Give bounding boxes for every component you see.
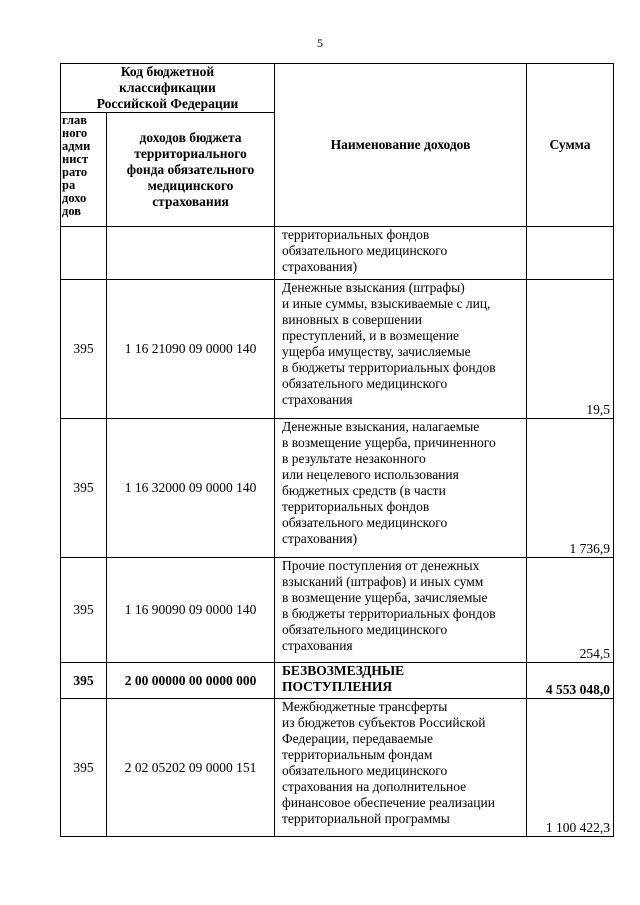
name-cell: БЕЗВОЗМЕЗДНЫЕ ПОСТУПЛЕНИЯ (275, 663, 527, 699)
admin-cell (61, 227, 107, 280)
budget-income-table (60, 63, 614, 837)
header-sum: Сумма (527, 64, 614, 227)
sum-cell: 4 553 048,0 (527, 663, 614, 699)
admin-cell: 395 (61, 558, 107, 663)
page-number: 5 (317, 36, 323, 50)
admin-cell: 395 (61, 419, 107, 558)
table-row (61, 419, 614, 558)
admin-cell: 395 (61, 699, 107, 837)
name-cell: территориальных фондов обязательного медицинского страхования) (275, 227, 527, 280)
code-cell: 2 00 00000 00 0000 000 (107, 663, 275, 699)
code-cell: 1 16 32000 09 0000 140 (107, 419, 275, 558)
code-cell: 1 16 90090 09 0000 140 (107, 558, 275, 663)
name-cell: Прочие поступления от денежных взысканий (штрафов) и иных сумм в возмещение ущерба, зачисляемые в бюджеты территориальных фондов обязательного медицинского страхования (275, 558, 527, 663)
table-row (61, 663, 614, 699)
header-income-name: Наименование доходов (275, 64, 527, 227)
code-cell: 1 16 21090 09 0000 140 (107, 280, 275, 419)
sum-cell: 1 100 422,3 (527, 699, 614, 837)
table-row (61, 280, 614, 419)
header-admin-code: глав ного адми нист рато ра дохо дов (61, 113, 107, 227)
name-cell: Денежные взыскания (штрафы) и иные суммы, взыскиваемые с лиц, виновных в совершении преступлений, и в возмещение ущерба имуществу, зачисляемые в бюджеты территориальных фондов обязательного медицинского страхования (275, 280, 527, 419)
name-cell: Межбюджетные трансферты из бюджетов субъектов Российской Федерации, передаваемые территориальным фондам обязательного медицинского страхования на дополнительное финансовое обеспечение реализации территориальной программы (275, 699, 527, 837)
header-income-code: доходов бюджета территориального фонда обязательного медицинского страхования (107, 113, 275, 227)
name-cell: Денежные взыскания, налагаемые в возмещение ущерба, причиненного в результате незаконного или нецелевого использования бюджетных средств (в части территориальных фондов обязательного медицинского страхования) (275, 419, 527, 558)
code-cell (107, 227, 275, 280)
table-row (61, 558, 614, 663)
sum-cell: 19,5 (527, 280, 614, 419)
table-row (61, 227, 614, 280)
sum-cell: 1 736,9 (527, 419, 614, 558)
sum-cell: 254,5 (527, 558, 614, 663)
admin-cell: 395 (61, 663, 107, 699)
table-row (61, 699, 614, 837)
admin-cell: 395 (61, 280, 107, 419)
header-budget-classification: Код бюджетной классификации Российской Федерации (61, 64, 275, 113)
code-cell: 2 02 05202 09 0000 151 (107, 699, 275, 837)
sum-cell (527, 227, 614, 280)
